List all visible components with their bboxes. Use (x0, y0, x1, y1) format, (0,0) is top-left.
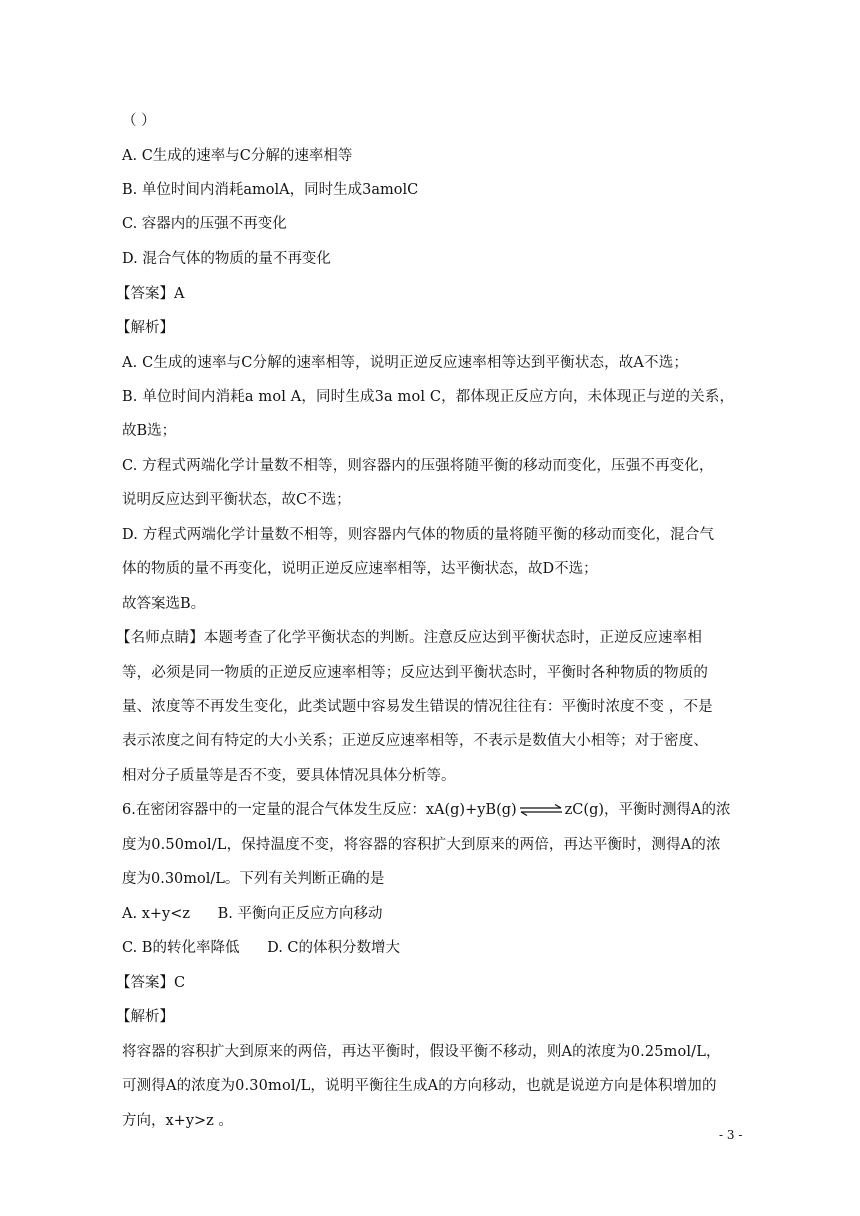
question-blank: （ ） (122, 113, 156, 129)
page-number: - 3 - (719, 1128, 743, 1142)
analysis-line: B. 单位时间内消耗a mol A，同时生成3a mol C，都体现正反应方向，未体现正与逆的关系， (122, 389, 735, 405)
analysis-conclusion: 故答案选B。 (122, 596, 206, 612)
teacher-note-line: 表示浓度之间有特定的大小关系；正逆反应速率相等，不表示是数值大小相等；对于密度、 (122, 733, 708, 749)
question-6-options-ab: A. x+y<z B. 平衡向正反应方向移动 (122, 906, 383, 922)
option-d: D. 混合气体的物质的量不再变化 (122, 251, 331, 267)
question-6-options-cd: C. B的转化率降低 D. C的体积分数增大 (122, 940, 401, 956)
question-6-analysis-line: 方向，x+y>z 。 (122, 1113, 233, 1129)
question-6-analysis-line: 将容器的容积扩大到原来的两倍，再达平衡时，假设平衡不移动，则A的浓度为0.25mol/L， (122, 1044, 721, 1060)
equilibrium-arrows-icon (519, 804, 563, 816)
question-6-stem-line: 度为0.50mol/L，保持温度不变，将容器的容积扩大到原来的两倍，再达平衡时，测得A的浓 (122, 837, 721, 853)
option-a: A. C生成的速率与C分解的速率相等 (122, 148, 353, 164)
analysis-line: D. 方程式两端化学计量数不相等，则容器内气体的物质的量将随平衡的移动而变化，混合气 (122, 527, 715, 543)
teacher-note: 【名师点睛】本题考查了化学平衡状态的判断。注意反应达到平衡状态时，正逆反应速率相 (116, 630, 702, 646)
analysis-heading: 【解析】 (116, 320, 174, 336)
teacher-note-line: 相对分子质量等是否不变，要具体情况具体分析等。 (122, 768, 456, 784)
analysis-line: 故B选； (122, 423, 177, 439)
answer-heading: 【答案】A (116, 286, 185, 302)
analysis-line: A. C生成的速率与C分解的速率相等，说明正逆反应速率相等达到平衡状态，故A不选； (122, 355, 688, 371)
question-6-answer: 【答案】C (116, 975, 186, 991)
question-6-stem-suffix: zC(g)，平衡时测得A的浓 (564, 802, 731, 818)
option-b: B. 单位时间内消耗amolA，同时生成3amolC (122, 182, 419, 198)
analysis-line: 体的物质的量不再变化，说明正逆反应速率相等，达平衡状态，故D不选； (122, 561, 598, 577)
question-6-stem-prefix: 6.在密闭容器中的一定量的混合气体发生反应：xA(g)+yB(g) (122, 802, 517, 818)
analysis-line: 说明反应达到平衡状态，故C不选； (122, 492, 351, 508)
analysis-line: C. 方程式两端化学计量数不相等，则容器内的压强将随平衡的移动而变化，压强不再变化， (122, 458, 714, 474)
question-6-analysis-heading: 【解析】 (116, 1009, 174, 1025)
question-6-stem-line: 度为0.30mol/L。下列有关判断正确的是 (122, 871, 385, 887)
teacher-note-line: 等，必须是同一物质的正逆反应速率相等；反应达到平衡状态时，平衡时各种物质的物质的 (122, 665, 708, 681)
question-6-stem (122, 800, 730, 820)
teacher-note-line: 量、浓度等不再发生变化，此类试题中容易发生错误的情况往往有：平衡时浓度不变 ，不是 (122, 699, 713, 715)
option-c: C. 容器内的压强不再变化 (122, 216, 287, 232)
question-6-analysis-line: 可测得A的浓度为0.30mol/L，说明平衡往生成A的方向移动，也就是说逆方向是体积增加的 (122, 1078, 717, 1094)
